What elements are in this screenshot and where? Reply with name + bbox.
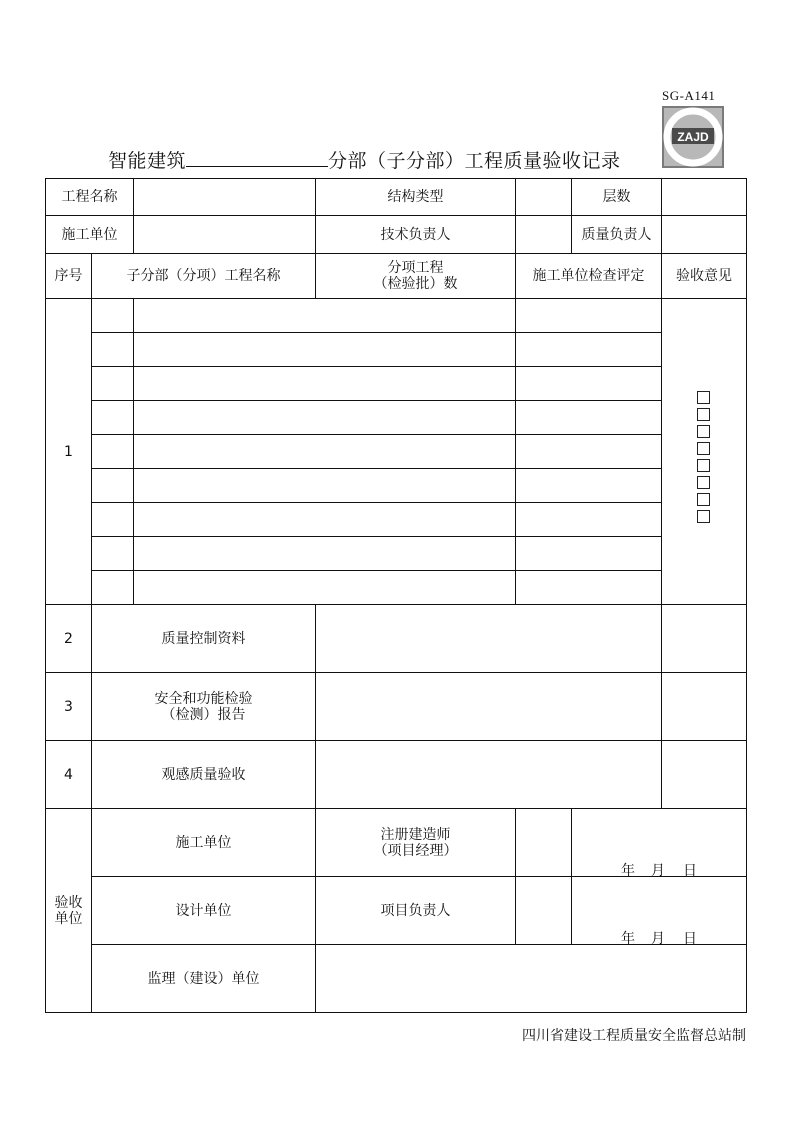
quality-lead-label: 质量负责人 [581,226,652,243]
acceptance-design-unit: 设计单位 [175,902,232,919]
acceptance-group-label [46,809,91,1012]
title-prefix: 智能建筑 [108,150,187,172]
section-3-label [92,673,315,740]
col-seq: 序号 [54,268,83,284]
opinion-checkbox[interactable] [697,425,710,438]
acceptance-group-line2: 单位 [54,910,83,927]
structure-type-label: 结构类型 [387,189,444,205]
col-item-count-line1: 分项工程 [387,260,444,276]
date-year: 年 [621,863,635,879]
date-month: 月 [651,931,665,947]
date-row-1 [621,860,697,880]
quality-lead-field[interactable] [662,216,746,253]
construction-unit-label: 施工单位 [61,226,118,243]
section-1-number: 1 [64,443,73,460]
project-name-label: 工程名称 [61,189,118,205]
acceptance-construction-unit: 施工单位 [175,834,232,851]
floors-field[interactable] [662,179,746,215]
tech-lead-label: 技术负责人 [380,226,451,243]
col-item-count-line2: （检验批）数 [373,276,458,292]
section-4-number: 4 [64,766,73,783]
section-3-label-line2: （检测）报告 [161,706,246,723]
opinion-checkbox[interactable] [697,459,710,472]
registered-builder-line2: （项目经理） [373,842,458,859]
project-name-field[interactable] [134,179,315,215]
project-lead-label: 项目负责人 [380,902,451,919]
col-opinion: 验收意见 [676,268,732,284]
registered-builder-label [316,809,515,876]
section-3-number: 3 [64,698,73,715]
opinion-checkbox[interactable] [697,408,710,421]
date-row-2 [621,928,697,948]
form-code: SG-A141 [662,88,716,103]
opinion-checkbox[interactable] [697,391,710,404]
opinion-checkboxes [697,391,711,527]
acceptance-supervision-unit: 监理（建设）单位 [147,970,260,987]
opinion-checkbox[interactable] [697,493,710,506]
floors-label: 层数 [602,189,631,205]
issuer-footer: 四川省建设工程质量安全监督总站制 [522,1028,746,1044]
opinion-checkbox[interactable] [697,476,710,489]
svg-text:ZAJD: ZAJD [677,130,709,144]
date-day: 日 [683,931,697,947]
col-item-count [316,254,515,298]
col-sub-name: 子分部（分项）工程名称 [126,268,281,284]
opinion-checkbox[interactable] [697,442,710,455]
title-suffix: 分部（子分部）工程质量验收记录 [328,150,621,172]
section-4-label: 观感质量验收 [161,766,246,783]
construction-unit-field[interactable] [134,216,315,253]
registered-builder-line1: 注册建造师 [380,826,451,843]
section-2-number: 2 [64,630,73,647]
date-month: 月 [651,863,665,879]
section-2-label: 质量控制资料 [161,630,246,647]
tech-lead-field[interactable] [516,216,571,253]
opinion-checkbox[interactable] [697,510,710,523]
structure-type-field[interactable] [516,179,571,215]
acceptance-group-line1: 验收 [54,894,83,911]
date-day: 日 [683,863,697,879]
date-year: 年 [621,931,635,947]
section-3-label-line1: 安全和功能检验 [154,690,253,707]
col-self-check: 施工单位检查评定 [532,268,645,284]
